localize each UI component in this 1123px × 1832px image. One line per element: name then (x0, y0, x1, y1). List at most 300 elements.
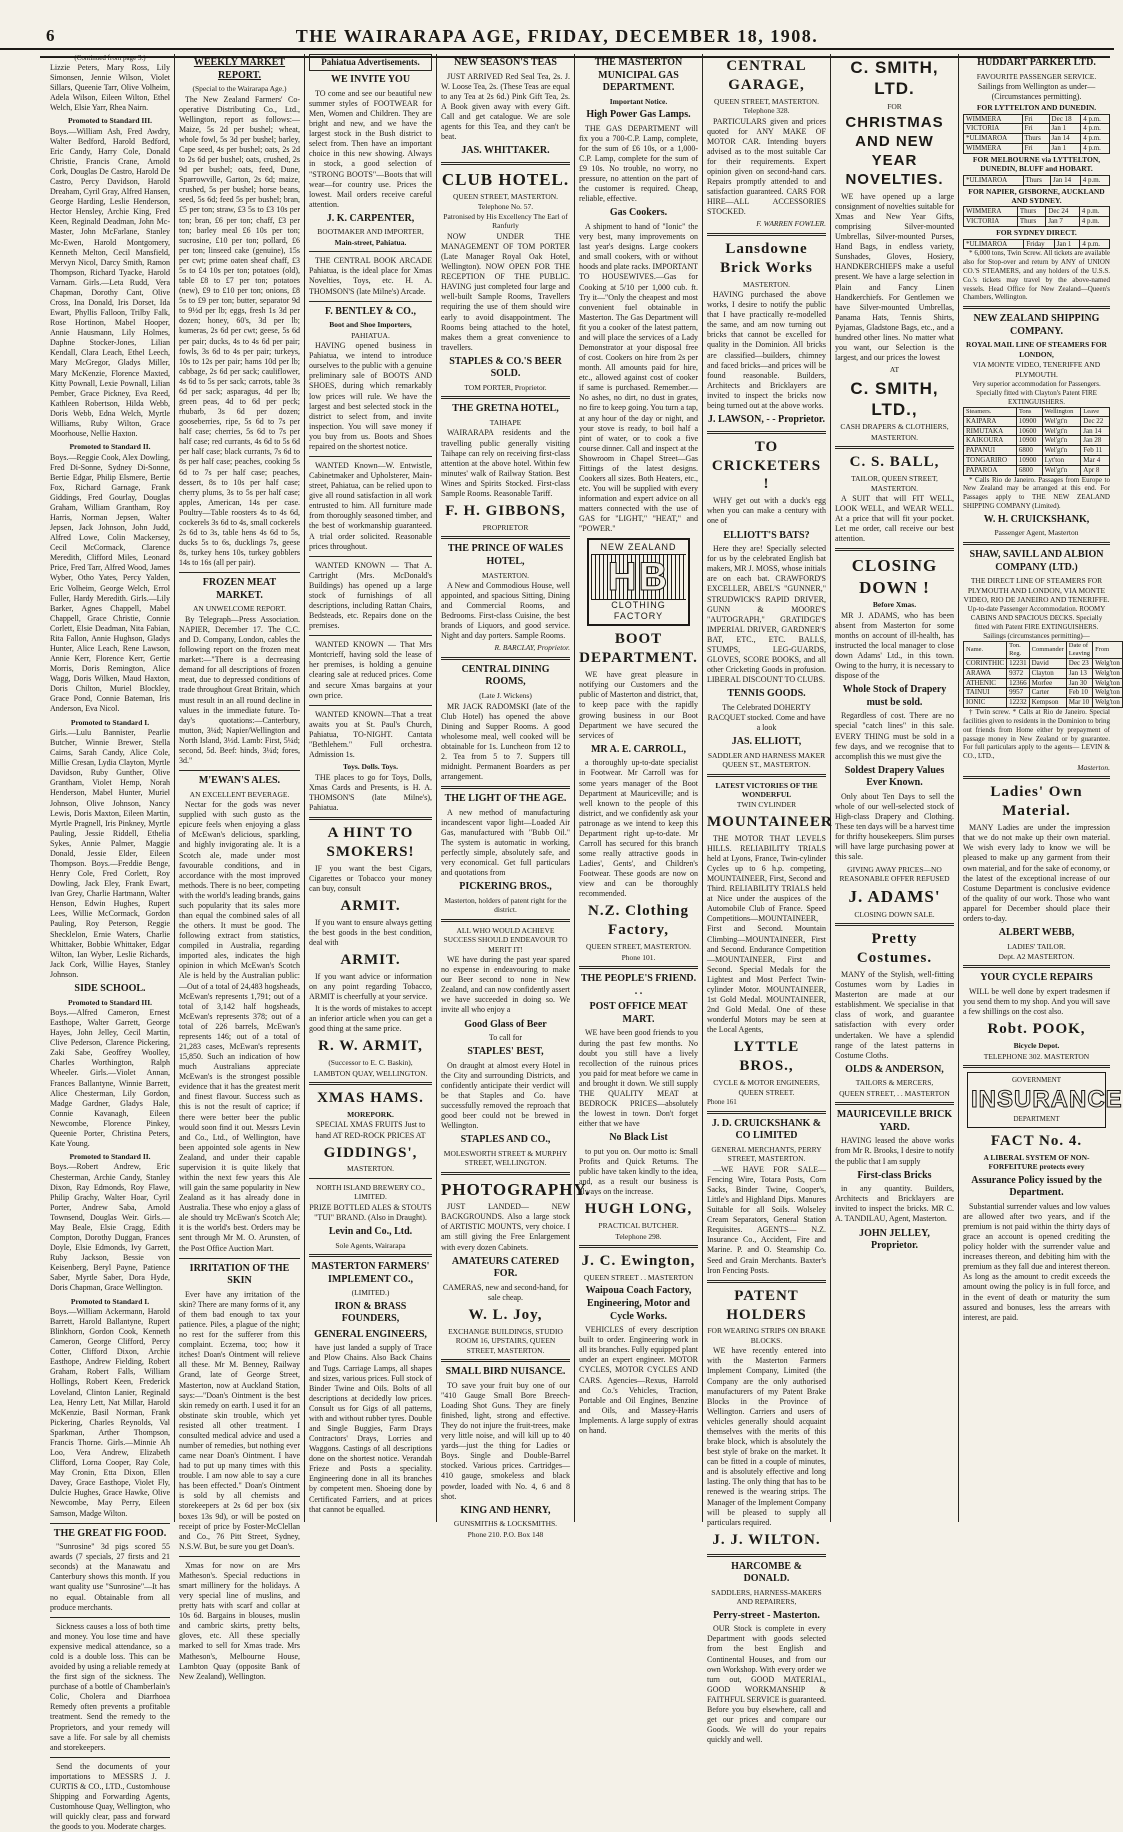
c-s-ball-name: C. S. BALL, (849, 454, 940, 471)
side-standard-2-names: Boys.—Robert Andrew, Eric Chesterman, Archie Candy, Stanley Dixon, Ray Edmonds, Roy Flawe, Philip Grachy, Walter Hoar, Cyril Porter, Andrew Saba, Arnold Townsend, Douglas Weir. Girls.—May Beale, Elsie Cragg, Edith Compton, Dorothy Duggan, Frances Doyle, Elsie Edmonds, Ivy Garrett, Ruby Jackson, Bessie von Keisenberg, Beryl Payne, Patience Saber, Myrtle Saber, Dora Hyde, Doris Chapman, Grace Wellington. (50, 1162, 170, 1293)
carroll-name: MR A. E. CARROLL, (590, 743, 686, 755)
armit-name-2: ARMIT. (340, 951, 401, 968)
club-hotel-beer: STAPLES & CO.'S BEER SOLD. (449, 355, 562, 380)
table-cell: 4 p.m. (1079, 207, 1109, 217)
coach-factory-heading: Waipoua Coach Factory, Engineering, Motor and Cycle Works. (585, 1285, 692, 1322)
table-cell: 12232 (1007, 698, 1030, 708)
table-cell: Welg'ton (1093, 698, 1123, 708)
table-cell: *ULIMAROA (964, 175, 1024, 185)
table-cell: Jan 1 (1049, 124, 1081, 134)
table-cell: WIMMERA (964, 207, 1018, 217)
table-cell: *ULIMAROA (964, 239, 1024, 249)
ladies-own-text: MANY Ladies are under the impression that we do not make up their own material. We wish every lady to know we will be pleased to make up any garment from their own material, and for the sake of economy, or the latest of the exceptional increase of our Costume Department is conclusive evidence of the quality of our work. Those who want apparel for December should place their orders to-day. (963, 823, 1110, 923)
cycle-repairs-text: WILL be well done by expert tradesmen if you send them to my shop. And you will save a few shillings on the cost also. (963, 987, 1110, 1017)
gretna-place: TAIHAPE (489, 418, 522, 428)
market-report-heading: WEEKLY MARKET REPORT. (193, 57, 286, 81)
xmas-novelties-text: WE have opened up a large consignment of novelties suitable for Xmas and New Year Gifts, comprising Silver-mounted Umbrellas, Silver-mounted Purses, Hand Bags, in endless variety, Sunshades, Gloves, Hosiery, HANDKERCHIEFS make a useful present. We have a large selection in Plain and Fancy Linen Handkerchiefs. For Gentlemen we have Silver-mounted Umbrellas, Panama Hats, Tennis Shirts, Pyjamas, Gladstone Bags, etc., and a hundred other lines. No matter what you want, our Selection is the largest, and our prices the lowest (835, 191, 954, 363)
standard-1-heading: Promoted to Standard I. (70, 717, 150, 727)
table-cell: TONGARIRO (964, 456, 1017, 466)
c-smith-name-2: C. SMITH, LTD., (850, 378, 939, 419)
toys-heading: Toys. Dolls. Toys. (343, 762, 398, 772)
sailing-row (964, 239, 1110, 249)
table-cell: ARAWA (964, 668, 1007, 678)
table-cell: Jan 7 (1046, 217, 1079, 227)
hb-logo-mark: HB (591, 554, 686, 600)
table-cell: VICTORIA (964, 124, 1023, 134)
insurance-word: INSURANCE (971, 1085, 1123, 1113)
gas-department-heading: THE MASTERTON MUNICIPAL GAS DEPARTMENT. (594, 57, 683, 94)
shaw-savill-note: † Twin screw. * Calls at Rio de Janeiro. Special facilities given to residents in the Dominion to bring out friends from Home either by prepayment of passage money in New Zealand or by guarantee. For full particulars apply to the agents— LEVIN & CO., LTD., (963, 708, 1110, 761)
divider (309, 817, 432, 820)
cruickshank-text: —WE HAVE FOR SALE— Fencing Wire, Totara Posts, Corn Sacks, Binder Twine, Cooper's, Little's and Highland Dips. Manures Suitable for all Soils. Wolseley Cream Separators, General Station Requisites. AGENTS— N.Z. Insurance Co., Accident, Fire and Marine. P. and O. Steamship Co. Seed and Grain Merchants. Baxter's Iron Fencing Posts. (707, 1164, 826, 1275)
table-header-cell: Leave (1081, 407, 1110, 416)
prince-of-wales-heading: THE PRINCE OF WALES HOTEL, (447, 543, 564, 567)
divider (50, 1523, 170, 1524)
sailings-table-1 (963, 114, 1110, 154)
steamer-row (964, 668, 1123, 678)
table-cell: RIMUTAKA (964, 426, 1017, 436)
king-henry-name: KING AND HENRY, (460, 1504, 551, 1516)
steamer-row (964, 446, 1110, 456)
standard-3-heading: Promoted to Standard III. (67, 116, 153, 126)
divider (179, 1556, 300, 1557)
table-cell: Morfee (1029, 678, 1066, 688)
customs-agent-ad: Send the documents of your importations to MESSRS J. J. CURTIS & CO., LTD., Customhouse Shipping and Forwarding Agents, Customhouse Quay, Wellington, who will quickly clear, pass and forward the goods to you. Moderate charges. (50, 1761, 170, 1832)
gretna-text: WAIRARAPA residents and the travelling public generally visiting Taihape can rely on receiving first-class attention at the above hotel. Within few minutes' walk of Railway Station. Best Wines and Spirits Stocked. First-class Sample Rooms. Reasonable Tariff. (441, 428, 570, 498)
at-word: AT (889, 365, 900, 375)
club-hotel-heading: CLUB HOTEL. (441, 169, 570, 189)
table-cell: Jan 14 (1049, 134, 1081, 144)
mfi-sub: (LIMITED.) (351, 1288, 390, 1298)
ewington-name: J. C. Ewington, (581, 1253, 696, 1270)
nz-clothing-factory-phone: Phone 101. (621, 952, 656, 962)
table-cell: Welg'ton (1093, 659, 1123, 669)
frozen-meat-text: By Telegraph—Press Association. NAPIER, December 17. The C.C. and D. Company, London, cables the following report on the frozen meat market:—"There is a decreasing demand for all descriptions of frozen meat, due to depressed conditions of trade throughout Great Britain, which must result in an all round decline in values in the immediate future. To-day's quotations:—Canterbury, mutton, 3¼d; Napier/Wellington and North Island, 3½d. Lamb: First, 5¼d; second, 5d. Beef: hinds, 3¼d; fores, 3d." (179, 614, 300, 766)
prince-of-wales-proprietor: R. BARCLAY, Proprietor. (494, 643, 570, 653)
closing-down-mid: Whole Stock of Drapery must be sold. (842, 684, 947, 708)
mcewans-sub: AN EXCELLENT BEVERAGE. (189, 789, 290, 799)
photography-text: JUST LANDED— NEW BACKGROUNDS. Also a large stock of ARTISTIC MOUNTS, very choice. I am still giving the Free Enlargement with every dozen Cabinets. (441, 1202, 570, 1252)
wanted-known-2: WANTED KNOWN — That A. Cartright (Mrs. McDonald's Buildings) has opened up a large stock of furnishings of all descriptions, including Rattan Chairs, Bedsteads, etc. Repairs done on the premises. (309, 560, 432, 631)
table-cell: Clayton (1029, 668, 1066, 678)
coach-factory-text: VEHICLES of every description built to order. Engineering work in all its branches. Fully equipped plant under an expert engineer. MOTOR CYCLES, MOTOR CYCLES AND CARS. Agencies—Rexus, Harrold and Co.'s Vehicles, Traction, Portable and Oil Engines, Benzine and Oils, and Massey-Harris Implements. A large supply of extras on hand. (579, 1325, 698, 1435)
king-henry-sub: GUNSMITHS & LOCKSMITHS. (453, 1519, 558, 1529)
mcewans-heading: M'EWAN'S ALES. (198, 775, 281, 787)
no-black-list: No Black List (609, 1132, 668, 1144)
table-cell: Apr 8 (1081, 465, 1110, 475)
table-cell: Carter (1029, 688, 1066, 698)
rw-armit-place: LAMBTON QUAY, WELLINGTON. (313, 1068, 428, 1078)
lansdowne-place: MASTERTON. (742, 279, 791, 289)
divider (707, 1111, 826, 1114)
brick-yard-text-2: in any quantity. Builders, Architects and Bricklayers are invited to inspect the bricks. MR C. A. TANDILAU, Agent, Masterton. (835, 1184, 954, 1224)
king-henry-phone: Phone 210. P.O. Box 148 (467, 1529, 544, 1539)
central-garage-text: PARTICULARS given and prices quoted for ANY MAKE OF MOTOR CAR. Intending buyers advised as to the most suitable Car for their requirements. Expert opinion given on second-hand cars. Repairs promptly attended to and satisfaction guaranteed. CARS FOR HIRE—ALL ACCESSORIES STOCKED. (707, 116, 826, 217)
table-cell: Jan 14 (1051, 175, 1081, 185)
shaw-savill-text: Up-to-date Passenger Accommodation. ROOMY CABINS AND SPACIOUS DECKS. Specially fitted with Patent FIRE EXTINGUISHERS. Sailings (circumstances permitting)— (967, 605, 1106, 640)
nz-shipping-heading: NEW ZEALAND SHIPPING COMPANY. (973, 313, 1100, 337)
carpenter-place: Main-street, Pahiatua. (334, 237, 407, 247)
bentley-name: F. BENTLEY & CO., (325, 305, 416, 317)
lyttelton-heading: FOR LYTTELTON AND DUNEDIN. (976, 103, 1097, 113)
table-cell: Wel'gt'n (1042, 436, 1081, 446)
table-cell: Jan 1 (1054, 239, 1080, 249)
nz-shipping-note: * Calls Rio de Janeiro. Passages from Europe to New Zealand may be arranged at this end. For Passages apply to THE NEW ZEALAND SHIPPING COMPANY (Limited). (963, 475, 1110, 511)
invite-heading: WE INVITE YOU (330, 74, 411, 86)
cruickshank-agent: W. H. CRUICKSHANK, (983, 513, 1090, 525)
whittaker-name: JAS. WHITTAKER. (461, 145, 550, 157)
closing-down-heading: CLOSING DOWN ! (851, 556, 938, 597)
joy-address: EXCHANGE BUILDINGS, STUDIO ROOM 16, UPSTAIRS, QUEEN STREET, MASTERTON. (448, 1326, 563, 1355)
divider (309, 301, 432, 302)
webb-place: Dept. A2 MASTERTON. (998, 952, 1075, 961)
photography-text-2: CAMERAS, new and second-hand, for sale cheap. (442, 1282, 569, 1302)
sydney-heading: FOR SYDNEY DIRECT. (996, 228, 1077, 238)
frozen-meat-sub: AN UNWELCOME REPORT. (193, 604, 286, 614)
shaw-savill-heading: SHAW, SAVILL AND ALBION COMPANY (LTD.) (969, 548, 1104, 573)
cruickshank-sub: GENERAL MERCHANTS, PERRY STREET, MASTERTON. (711, 1144, 822, 1164)
nz-shipping-text: Very superior accommodation for Passengers. Specially fitted with Clayton's Patent FIRE EXTINGUISHERS. (972, 380, 1101, 406)
meat-mart-text: WE have been good friends to you during the past few months. No doubt you still have a lively recollection of the ruinous prices you paid for meat before we came in and brought it down. We still supply THE QUALITY MEAT at BEDROCK PRICES—absolutely the lowest in town. Don't forget either that we have (579, 1028, 698, 1129)
table-cell: 10900 (1016, 456, 1042, 466)
beer-top-line: ALL WHO WOULD ACHIEVE SUCCESS SHOULD ENDEAVOUR TO MERIT IT! (443, 925, 568, 954)
gas-cookers-text: A shipment to hand of "Ionic" the very best, many improvements on last year's designs. Large cookers and small cookers, with or without hoods and plate racks. IMPORTANT TO HOUSEWIVES.—Gas for Cooking at 5/10 per 1,000 cub. ft. Try it—"Only the cheapest and most convenient fuel obtainable in Masterton. The Gas Department will fit you a cooker of the latest pattern, and will place the services of a Lady Demonstrator at your disposal free of cost. Cookers on hire from 2s per month. All amounts paid for hire, etc., allowed against cost of cooker if same is purchased. Remember.—No ashes, no dirt, no dust in grates, no fire to keep going. You turn a tap, at any hour of the day or night, and your stove is ready, to boil half a pint of water, or to cook a five course dinner. Call and inspect at the Showroom in Chapel Street—Gas Fittings of the latest designs. Cookers all sizes. Both Heaters, etc., etc. You will be supplied with every information and expert advice on all matters connected with the use of GAS for "LIGHT," "HEAT," and "POWER." (579, 222, 698, 534)
pretty-costumes-heading: Pretty Costumes. (856, 931, 933, 967)
side-standard-1-heading: Promoted to Standard I. (70, 1296, 150, 1306)
table-cell: Fri (1022, 144, 1049, 154)
table-cell: KAIPARA (964, 416, 1017, 426)
teas-text: JUST ARRIVED Red Seal Tea, 2s. J. W. Loose Tea, 2s. (These Teas are equal to any Tea at 2s 6d.) Pink Gift Tea, 2s. A Book given away with every Gift. Call and get catalogue. We are sole agents for this Tea, and they can't be beat. (441, 71, 570, 142)
xmas-millinery-text: Xmas for now on are Mrs Matheson's. Special reductions in smart millinery for the holidays. A very special line of muslins, and pretty hats with scarf and collar at 10s 6d. Bargains in blouses, muslin and cambric skirts, pretty belts, gloves, etc. All these specially marked to sell for Xmas trade. Mrs Matheson's, Melbourne House, Lambton Quay (opposite Bank of New Zealand), Wellington. (179, 1560, 300, 1681)
armit-name-1: ARMIT. (340, 897, 401, 914)
table-cell: Thurs (1023, 175, 1050, 185)
brewery-text: PRIZE BOTTLED ALES & STOUTS "TUI" BRAND. (Also in Draught). (309, 1202, 432, 1222)
divider (441, 786, 570, 789)
pretty-costumes-text: MANY of the Stylish, well-fitting Costumes worn by Ladies in Masterton are made at our establishment. We specialise in that class of work, and guarantee satisfaction with every order undertaken. We have a splendid range of the latest patterns in Costume Cloths. (835, 970, 954, 1060)
steamer-row (964, 659, 1123, 669)
napier-heading: FOR NAPIER, GISBORNE, AUCKLAND AND SYDNEY. (968, 186, 1105, 205)
brick-yard-text: HAVING leased the above works from Mr R. Brooks, I desire to notify the public that I am supply (835, 1136, 954, 1166)
rw-armit-name: R. W. ARMIT, (318, 1038, 423, 1055)
table-cell: Wel'gt'n (1042, 416, 1081, 426)
divider (179, 572, 300, 573)
c-smith-for: FOR (887, 101, 902, 111)
continued-note: (Continued from page 3.) (74, 54, 146, 62)
gas-notice: Important Notice. (609, 96, 668, 106)
victories-heading: LATEST VICTORIES OF THE WONDERFUL (715, 780, 818, 799)
table-cell: ATHENIC (964, 678, 1007, 688)
xmas-hams-place: MOREPORK. (347, 1109, 394, 1119)
cricketers-heading: TO CRICKETERS ! (711, 438, 822, 493)
table-cell: 4 p.m. (1081, 114, 1110, 124)
tennis-goods-text: The Celebrated DOHERTY RACQUET stocked. Come and have a look (707, 702, 826, 732)
jelley-proprietor: JOHN JELLEY, Proprietor. (859, 1227, 930, 1252)
table-cell: VICTORIA (964, 217, 1018, 227)
melbourne-heading: FOR MELBOURNE via LYTTELTON, DUNEDIN, BLUFF and HOBART. (972, 154, 1101, 174)
table-cell: Dec 24 (1046, 207, 1079, 217)
closing-down-mid-2: Soldest Drapery Values Ever Known. (844, 764, 945, 789)
book-arcade-text: THE CENTRAL BOOK ARCADE Pahiatua, is the ideal place for Xmas Novelties, Toys, etc. H. A. THOMSON'S (late Milne's) Arcade. (309, 256, 432, 296)
sailing-row (964, 144, 1110, 154)
table-header-cell: Date of Leaving (1066, 641, 1092, 658)
closing-down-text: MR J. ADAMS, who has been absent from Masterton for some months on account of ill-health, has instructed the local manager to close down Adams' Ltd., in this town. Owing to the hurry, it is necessary to dispose of the (835, 610, 954, 681)
table-header-cell: Tons (1016, 407, 1042, 416)
table-cell: 10600 (1016, 426, 1042, 436)
divider (309, 635, 432, 636)
c-smith-name: C. SMITH, LTD. (850, 58, 939, 99)
newspaper-title: THE WAIRARAPA AGE, FRIDAY, DECEMBER 18, 1908. (295, 26, 819, 46)
table-cell: IONIC (964, 698, 1007, 708)
fact-heading: FACT No. 4. (990, 1132, 1083, 1149)
cruickshank-agent-sub: Passenger Agent, Masterton (994, 528, 1079, 538)
table-cell: PAPAROA (964, 465, 1017, 475)
table-cell: Dec 22 (1081, 416, 1110, 426)
closing-down-text-3: Only about Ten Days to sell the whole of our well-selected stock of High-class Drapery and Clothing. These ten days will be a harvest time for thrifty housekeepers. Slim purses will have large purchasing power at this sale. (835, 791, 954, 862)
webb-sub: LADIES' TAILOR. (1007, 941, 1066, 951)
victories-sub: TWIN CYLINDER (736, 800, 797, 810)
meat-mart-text-2: to put you on. Our motto is: Small Profits and Quick Returns. The public have taken kindly to the idea, and, as a result our business is always on the increase. (579, 1146, 698, 1197)
column-pahiatua-ads (304, 54, 436, 1522)
divider (50, 1757, 170, 1758)
side-school-heading: SIDE SCHOOL. (74, 982, 146, 994)
central-garage-address: QUEEN STREET, MASTERTON. Telephone 328. (713, 96, 820, 116)
beer-text: WE have during the past year spared no expense in endeavouring to make our Beer second to none in New Zealand, and can now confidently assert we have succeeded in doing so. We invite all who enjoy a (441, 955, 570, 1015)
table-cell: Welg'ton (1093, 668, 1123, 678)
column-shipping (958, 54, 1123, 1522)
c-smith-place: MASTERTON. (870, 432, 919, 442)
table-cell: Wel'gt'n (1042, 465, 1081, 475)
ladies-own-heading: Ladies' Own Material. (990, 784, 1083, 820)
divider (963, 965, 1110, 968)
table-cell: 4 p.m. (1080, 239, 1110, 249)
table-cell: Lyt'ton (1042, 456, 1081, 466)
patent-holders-text: WE have recently entered into with the Masterton Farmers Implement Company, Limited (the Company are the only authorised manufacturers of my Patent Brake Blocks in the Province of Wellington. Carriers and users of vehicles generally should acquaint themselves with the merits of this brake block, which is absolutely the best style of brake on the market. It can be fitted in a couple of minutes, and is absolutely effective and long lasting. The only thing that has to be renewed is the wearing strips. The Manager of the Implement Company will be pleased to supply all particulars required. (707, 1346, 826, 1527)
table-header-row (964, 407, 1110, 416)
table-cell: Jan 14 (1081, 426, 1110, 436)
sailing-row (964, 207, 1110, 217)
divider (707, 774, 826, 777)
patent-holders-sub: FOR WEARING STRIPS ON BRAKE BLOCKS. (707, 1326, 826, 1345)
sailings-table-4 (963, 239, 1110, 250)
cycle-repairs-heading: YOUR CYCLE REPAIRS (980, 972, 1093, 984)
table-cell: Thurs (1017, 207, 1045, 217)
side-standard-2-heading: Promoted to Standard II. (69, 1152, 151, 1162)
table-cell: 6800 (1016, 446, 1042, 456)
sailing-row (964, 124, 1110, 134)
adams-name: J. ADAMS' (848, 887, 941, 907)
club-hotel-text: NOW UNDER THE MANAGEMENT OF TOM PORTER (Late Manager Royal Oak Hotel, Wellington). NOW OPEN FOR THE RECEPTION OF THE PUBLIC. HAVING just completed four large and well-built Sample Rooms, Travellers requiring the use of them should wire early to avoid disappointment. The Rooms being attached to the hotel, makes them a great convenience to travellers. (441, 231, 570, 352)
table-cell: Welg'ton (1093, 678, 1123, 688)
divider (309, 705, 432, 706)
victories-text: THE MOTOR THAT LEVELS HILLS. RELIABILITY TRIALS held at Lyons, France, Twin-cylinder Cycles up to 6 h.p. competing, MOUNTAINEER, First, Second and Third. RELIABILITY TRIALS held at Nice under the auspices of the Automobile Club of France. Speed Competitions—MOUNTAINEER, First and Second. Mountain Climbing—MOUNTAINEER, First and Second. Endurance Competition—MOUNTAINEER, First and Second. Special Medals for the Lightest and Most Perfect Twin-cylinder Motor. MOUNTAINEER, 1st Gold Medal. MOUNTAINEER, 2nd Gold Medal. One of these wonderful Motors may be seen at the Local Agents, (707, 833, 826, 1035)
table-header-cell: Steamers. (964, 407, 1017, 416)
table-cell: 4 p.m. (1081, 134, 1110, 144)
good-glass-line: Good Glass of Beer (464, 1018, 547, 1030)
logo-bottom-text: CLOTHING FACTORY (611, 599, 666, 622)
wanted-known-1: WANTED Known—W. Entwistle, Cabinetmaker and Upholsterer, Main-street, Pahiatua, can be relied upon to give all round satisfaction in all work entrusted to him. All furniture made from thoroughly seasoned timber, and the best of workmanship guaranteed. A trial order solicited. Reasonable prices throughout. (309, 460, 432, 551)
fact-text: Substantial surrender values and low values are allowed after two years, and if the premium is not paid within the thirty days of grace an account is opened crediting the policy holder with the surrender value and increases thereon, and debiting him with the premium as they fall due and interest thereon. As long as the amount to credit exceeds the amount owing the policy is in full force, and in the event of death or maturity the sum assured and bonuses, less the arrears with interest, are paid. (963, 1201, 1110, 1322)
giving-away-line: GIVING AWAY PRICES—NO REASONABLE OFFER REFUSED (839, 864, 950, 883)
huddart-sub: FAVOURITE PASSENGER SERVICE. (976, 71, 1097, 81)
table-header-cell: Wellington (1042, 407, 1081, 416)
names-list: Lizzie Peters, Mary Ross, Lily Simonsen, Jennie Wilson, Violet Sillars, Queenie Tarr, Olive Volheim, Adela Wilson, Eileen Wilton, Ethel Welch, Elsie Yarr, Rhea Nairn. (50, 62, 170, 113)
harcombe-place: Perry-street - Masterton. (713, 1609, 820, 1621)
side-standard-3-names: Boys.—Alfred Cameron, Ernest Easthope, Walter Garrett, George Hayes, John Jelley, Cecil Martin, Clive Pederson, Clarence Pickering, Zaki Sabe, Geoffrey Woolley, Charles Worthington, Ralph Wheeler. Girls.—Violet Annan, Frances Ballantyne, Winnie Barrett, Alice Chesterman, Lily Gordon, Madge Gardner, Gladys Hale, Connie Kavanagh, Eileen Newcombe, Florence Pinkey, Queenie Porter, Christina Peters, Kate Young. (50, 1007, 170, 1148)
standard-3-names: Boys.—William Ash, Fred Awdry, Walter Bedford, Harold Bedford, Eric Candy, Harry Cole, Donald Christie, Francis Crane, Arnold Cork, Douglas De Castro, Harold De Castro, Percy Davidson, Harold Dreaham, Cyril Gray, Alfred Hansen, George Harding, Leslie Henderson, Hector Hensley, Archie King, Fred Keen, Reginald Deadman, John Mc-Master, John McFarlane, Stanley Mc-Ewen, Harold Montgomery, Kenneth Melton, Cecil Mansfield, Mervyn Nicol, Darcy Smith, Ramon Thompson, Richard Tyacke, Harold Varnam. Girls.—Leta Rudd, Vera Chapman, Dorothy Cant, Olive Cross, Ina Donald, Iris Dorset, Ida Ewart, Phyllis Falloon, Trilby Falk, Rose Hortinon, Mabel Hooper, Annie Hausmann, Lily Holmes, Daphne Stocker-Jones, Lilian Kendall, Clara Leach, Ethel Leech, Mary McGregor, Gladys Miller, Mary McKenzie, Florence Maxted, Kitty Pownall, Lexie Pownall, Lilian Pember, Grace Pickney, Eva Reed, Kathleen Robertson, Hilda Webb, Doris Webb, Edna Welch, Myrtle Williams, Ruby Wilton, Grace Moorhouse, Nellie Haxton. (50, 126, 170, 438)
divider (835, 548, 954, 551)
table-header-cell: Name. (964, 641, 1007, 658)
pickering-name: PICKERING BROS., (459, 881, 552, 893)
shaw-savill-table (963, 641, 1123, 708)
light-of-age-heading: THE LIGHT OF THE AGE. (444, 793, 567, 805)
table-cell: Mar 10 (1066, 698, 1092, 708)
divider (835, 923, 954, 926)
divider (309, 1254, 432, 1257)
teas-heading: NEW SEASON'S TEAS (453, 57, 557, 68)
sailings-table-2 (963, 175, 1110, 186)
club-hotel-address: QUEEN STREET, MASTERTON. Telephone No. 57. (452, 192, 559, 211)
huddart-text: Sailings from Wellington as under—(Circumstances permitting). (977, 82, 1096, 102)
brewery-name: NORTH ISLAND BREWERY CO., LIMITED. (316, 1182, 425, 1202)
bentley-text: HAVING opened business in Pahiatua, we intend to introduce ourselves to the public with a genuine preliminary sale of BOOTS AND SHOES, during which remarkably low prices will rule. We have the largest and best selected stock in the district to select from, and invite inspection. You will save money if you buy from us. Boots and Shoes repaired on the shortest notice. (309, 341, 432, 451)
divider (309, 251, 432, 252)
olds-anderson-name: OLDS & ANDERSON, (845, 1063, 944, 1075)
sailings-table-3 (963, 206, 1110, 227)
club-hotel-proprietor: TOM PORTER, Proprietor. (464, 383, 547, 393)
fig-food-heading: THE GREAT FIG FOOD. (53, 1527, 167, 1539)
divider (179, 1258, 300, 1259)
smokers-hint-text-3: If you want advice or information on any point regarding Tobacco, ARMIT is cheerfully at your service. (309, 971, 432, 1002)
table-header-cell: From (1093, 641, 1123, 658)
gibbons-name: F. H. GIBBONS, (445, 503, 566, 520)
table-cell: 10900 (1016, 416, 1042, 426)
divider (963, 306, 1110, 309)
fact-mid: Assurance Policy issued by the Department. (971, 1174, 1102, 1199)
skin-text: Ever have any irritation of the skin? There are many forms of it, any of them bad enough to tax your patience. Piles, a plague of the night; no rest for the sufferer from this complaint. Eczema, too; how it itches! Doan's Ointment will relieve all these. Mr M. Benney, Railway Grand, late of George Street, Masterton, now at Auckland Station, says:—"Doan's Ointment is the best skin remedy on earth. I used it for an obstinate skin trouble, which yet resisted all other treatment. I consulted medical advice and used a number of remedies, but nothing ever came near Doan's Ointment. I have had to put up many times with this trouble. I am now able to say a cure has been effected." Doan's Ointment is sold by all chemists and storekeepers at 2s 6d per box (six boxes 13s 9d), or will be posted on receipt of price by Foster-McClellan and Co., 76 Pitt Street, Sydney, N.S.W. But, be sure you get Doan's. (179, 1289, 300, 1551)
first-class-bricks: First-class Bricks (857, 1169, 932, 1181)
nz-clothing-factory-logo (587, 538, 690, 626)
table-cell: 12231 (1007, 659, 1030, 669)
table-cell: TAINUI (964, 688, 1007, 698)
table-cell: 4 p.m. (1079, 217, 1109, 227)
divider (707, 233, 826, 236)
olds-anderson-sub: TAILORS & MERCERS, (855, 1078, 934, 1088)
table-cell: Wel'gt'n (1042, 426, 1081, 436)
hugh-long-phone: Telephone 298. (615, 1231, 662, 1241)
table-cell: 4 p.m. (1081, 124, 1110, 134)
table-cell: WIMMERA (964, 114, 1023, 124)
elliotts-bats: ELLIOTT'S BATS? (723, 529, 810, 541)
table-cell: 4 p.m. (1081, 144, 1110, 154)
levin-name: Levin and Co., Ltd. (328, 1225, 413, 1237)
gibbons-sub: PROPRIETOR (482, 522, 529, 532)
wilton-name: J. J. WILTON. (712, 1531, 821, 1548)
standard-2-names: Boys.—Reggie Cook, Alex Dowling, Fred Di-Sonne, Sydney Di-Sonne, Bertie Edgar, Philip Elsmere, Bertie Fox, Richard Garnage, Frank Giddings, Fred Gourlay, Douglas Graham, William Grantham, Roy Harris, Norman Jepsen, Walter Jepsen, Jack Johnson, John Judd, Alfred Lowe, Colin Mackersey, Cecil McCormack, Clarence Meredith, Clifford Miles, Leonard Price, Fred Tarr, Alfred Wood, James Wyber, Otho Yates, Percy Yalden, Eric Volheim, George Welch, Errol Fuller, Hardy Meredith. Girls.—Lily Barker, Agnes Chappell, Mabel Chappell, Grace Christie, Connie Corlett, Elsie Deadman, Nita Fabian, Rita Fallon, Annie Hughson, Gladys Hunter, Alice Leach, Rene Lawson, Annie Kerr, Florence Kerr, Gertie Morris, Doris Remington, Alice Wagg, Doris Wilken, Maud Haxton, Doris Chilton, Muriel Blockley, Grace Pond, Connie Bateman, Iris Anderson, Eva Nicol. (50, 452, 170, 714)
table-cell: 10900 (1016, 436, 1042, 446)
table-cell: Feb 10 (1066, 688, 1092, 698)
sailing-row (964, 217, 1110, 227)
steamer-row (964, 436, 1110, 446)
photography-heading: PHOTOGRAPHY. (441, 1179, 591, 1199)
table-cell: Dec 23 (1066, 659, 1092, 669)
hugh-long-sub: PRACTICAL BUTCHER. (598, 1221, 679, 1231)
staples-address: MOLESWORTH STREET & MURPHY STREET, WELLINGTON. (443, 1148, 568, 1168)
table-cell: 9372 (1007, 668, 1030, 678)
column-gas-clothing (574, 54, 702, 1522)
divider (309, 1082, 432, 1085)
table-cell: Fri (1022, 114, 1049, 124)
bird-nuisance-heading: SMALL BIRD NUISANCE. (445, 1366, 566, 1378)
page-number: 6 (46, 26, 55, 45)
fact-sub: A LIBERAL SYSTEM OF NON-FORFEITURE protects every (983, 1152, 1090, 1172)
table-cell: Kempson (1029, 698, 1066, 708)
harcombe-heading: HARCOMBE & DONALD. (731, 1560, 802, 1585)
standard-1-names: Girls.—Lulu Bannister, Pearlie Butcher, Winnie Brewer, Stella Cairns, Sarah Candy, Alice Cole, Millie Cresan, Lydia Clayton, Myrtle Davidson, Ruby Gunther, Olive Grantham, Violet Hemp, Norah Henderson, Mabel Hunter, Muriel Johnson, Olive Johnson, Nancy Lewis, Doris Maxton, Eileen Martin, Myrtle Pragnell, Iris Pinkney, Myrtle Pauling, Jessie Riddell, Ethelia Sykes, Annie Palmer, Maggie Donald, Jessie Elder, Eileen Thompson. Boys.—Freddie Benge, Henry Cole, Fred Corlett, Roy Dowling, Jack Eley, Frank Ewart, Ivan Grey, Charlie Hartmann, Walter Henson, Edwin Hughes, Rupert Lees, Willie McCormack, Gordon Pauling, Roy Peterson, Reggie Shecklelon, Ernie Waters, Charlie Whittaker, Bobbie Whittaker, Edgar Wilton, Ian Wyber, Leslie Richards, Jack Cork, Willie Hayes, Stanley Johnson. (50, 727, 170, 979)
shaw-savill-place: Masterton. (1077, 762, 1110, 772)
divider (50, 1617, 170, 1618)
divider (441, 919, 570, 922)
dining-rooms-heading: CENTRAL DINING ROOMS, (461, 663, 550, 688)
steamer-row (964, 456, 1110, 466)
webb-name: ALBERT WEBB, (998, 926, 1075, 938)
huddart-heading: HUDDART PARKER LTD. (977, 57, 1096, 68)
invite-text: TO come and see our beautiful new summer styles of FOOTWEAR for Men, Women and Children. They are bright and new, and we have the largest stock in the Bush district to select from. Then have an important choice in this new showing. Always in stock, a good selection of "STRONG BOOTS"—Boots that will wear—for country use. Prices the lowest. Mail orders receive careful attention. (309, 88, 432, 209)
logo-top-text: NEW ZEALAND (600, 542, 677, 553)
cruickshank-heading: J. D. CRUICKSHANK & CO LIMITED (711, 1117, 822, 1142)
divider (579, 966, 698, 969)
boot-department-text: WE have great pleasure in notifying our Customers and the public of Masterton and district, that, to keep pace with the rapidly growing business in our Boot Department we have secured the services of (579, 670, 698, 740)
table-cell: CORINTHIC (964, 659, 1007, 669)
table-cell: 6800 (1016, 465, 1042, 475)
table-cell: KAIKOURA (964, 436, 1017, 446)
mcewans-text: Nectar for the gods was never supplied with such gusto as the epicure feels when enjoying a glass of McEwan's delicious, sparkling, and highly invigorating ale. It is a Scotch ale, made under most favourable conditions, and in accordance with the most improved methods. There is no beer, competing with the world's leading brands, gains such popularity that its sales more than equal the combined sales of all the others. It must be good. The following extract from statistics, compiled in Australia, regarding imported ales, indicates the high opinion in which McEwan's Scotch Ale is held by the Australian public:—Out of a total of 24,483 hogsheads, McEwan's represents 1,791; out of a total of 3,142 half hogsheads, McEwan's represents 378; out of a total of 226 barrels, McEwan's represents 146; out of a total of 21,283 cases, McEwan's represents 15,850. Such an indication of how much Australians appreciate McEwan's is the strongest possible evidence that it has the greatest merit and finest flavour. Success such as this is not the result of caprice; if there were better beer the public would soon find it out. Messrs Levin and Co., Ltd., of Wellington, have been appointed sole agents in New Zealand, and under their capable supervision it is quite likely that within the next few years this Ale will gain the same popularity in New Zealand as it has already done in Australia. These who enjoy a glass of ale should try McEwan's Scotch Ale; it is the world's best. Orders may be sent through Mr M. O. Arunsten, of the Post Office Auction Mart. (179, 800, 300, 1253)
smokers-hint-text: IF you want the best Cigars, Cigarettes or Tobacco your money can buy, consult (309, 863, 432, 893)
central-garage-heading: CENTRAL GARAGE, (726, 58, 807, 93)
lyttle-bros-name: LYTTLE BROS., (733, 1039, 800, 1075)
light-of-age-text: A new method of manufacturing incandescent vapor light—Loaded Air Gas, manufactured with "Bubb Oil." The system is automatic in working, perfectly simple, absolutely safe, and very economical. Get full particulars and quotations from (441, 807, 570, 878)
dining-rooms-text: MR JACK RADOMSKI (late of the Club Hotel) has opened the above Dining and Supper Rooms. A good wholesome meal, well cooked will be obtainable for 1s. Luncheon from 12 to 2. Tea from 5 to 7. Suppers till midnight. Permanent Boarders as per arrangement. (441, 701, 570, 782)
lansdowne-heading: Lansdowne Brick Works (720, 240, 813, 276)
central-garage-proprietor: F. WARREN FOWLER. (756, 219, 826, 229)
table-cell: WIMMERA (964, 144, 1023, 154)
table-header-cell: Commander (1029, 641, 1066, 658)
column-drapers (830, 54, 958, 1522)
c-s-ball-text: A SUIT that will FIT WELL, LOOK WELL, and WEAR WELL. At a price that will fit your pocket. Let me order, call receive our best attention. (835, 494, 954, 544)
divider (179, 770, 300, 771)
bentley-sub: Boot and Shoe Importers, (329, 320, 412, 330)
divider (441, 162, 570, 165)
standard-2-heading: Promoted to Standard II. (69, 442, 151, 452)
rw-armit-sub: (Successor to E. C. Baskin), (328, 1058, 413, 1068)
amateurs-line: AMATEURS CATERED FOR. (451, 1255, 560, 1280)
nz-shipping-table (963, 407, 1110, 476)
bird-nuisance-text: TO save your fruit buy one of our "410 Gauge Small Bore Breech-Loading Shot Guns. They are finely finished, light, strong and effective. They do not injure the fruit-trees, make very little noise, and will kill up to 40 yards—just the thing for Ladies or Boys. Single and Double-Barrel stocked. Various prices. Cartridges—410 gauge, smokeless and black powder, loaded with No. 4, 6 and 8 shot. (441, 1380, 570, 1501)
side-standard-3-heading: Promoted to Standard III. (67, 997, 153, 1007)
remedy-ad-text: Sickness causes a loss of both time and money. You lose time and have expensive medical attendance, so a cold is a double loss. This can be avoided by using a reliable remedy at the first sign of the sickness. The purchase of a bottle of Chamberlain's Colic, Cholera and Diarrhoea Remedy often prevents a profitable treatment. Send the remedy to the Proprietors, and your remedy will save a life. For sale by all chemists and storekeepers. (50, 1621, 170, 1752)
toys-text: THE places to go for Toys, Dolls, Xmas Cards and Presents, is H. A. THOMSON'S (late Milne's), Pahiatua. (309, 772, 432, 812)
table-cell: Thurs (1017, 217, 1045, 227)
table-cell: Fri (1022, 124, 1049, 134)
table-cell: Jan 28 (1081, 436, 1110, 446)
skin-heading: IRRITATION OF THE SKIN (189, 1262, 290, 1287)
cricketers-text: WHY get out with a duck's egg when you can make a century with one of (707, 496, 826, 526)
divider (441, 657, 570, 660)
column-garage-cricket (702, 54, 833, 1745)
steamer-row (964, 426, 1110, 436)
table-header-cell: Ton. Reg. (1007, 641, 1030, 658)
prince-of-wales-place: MASTERTON. (481, 570, 530, 580)
steamer-row (964, 688, 1123, 698)
